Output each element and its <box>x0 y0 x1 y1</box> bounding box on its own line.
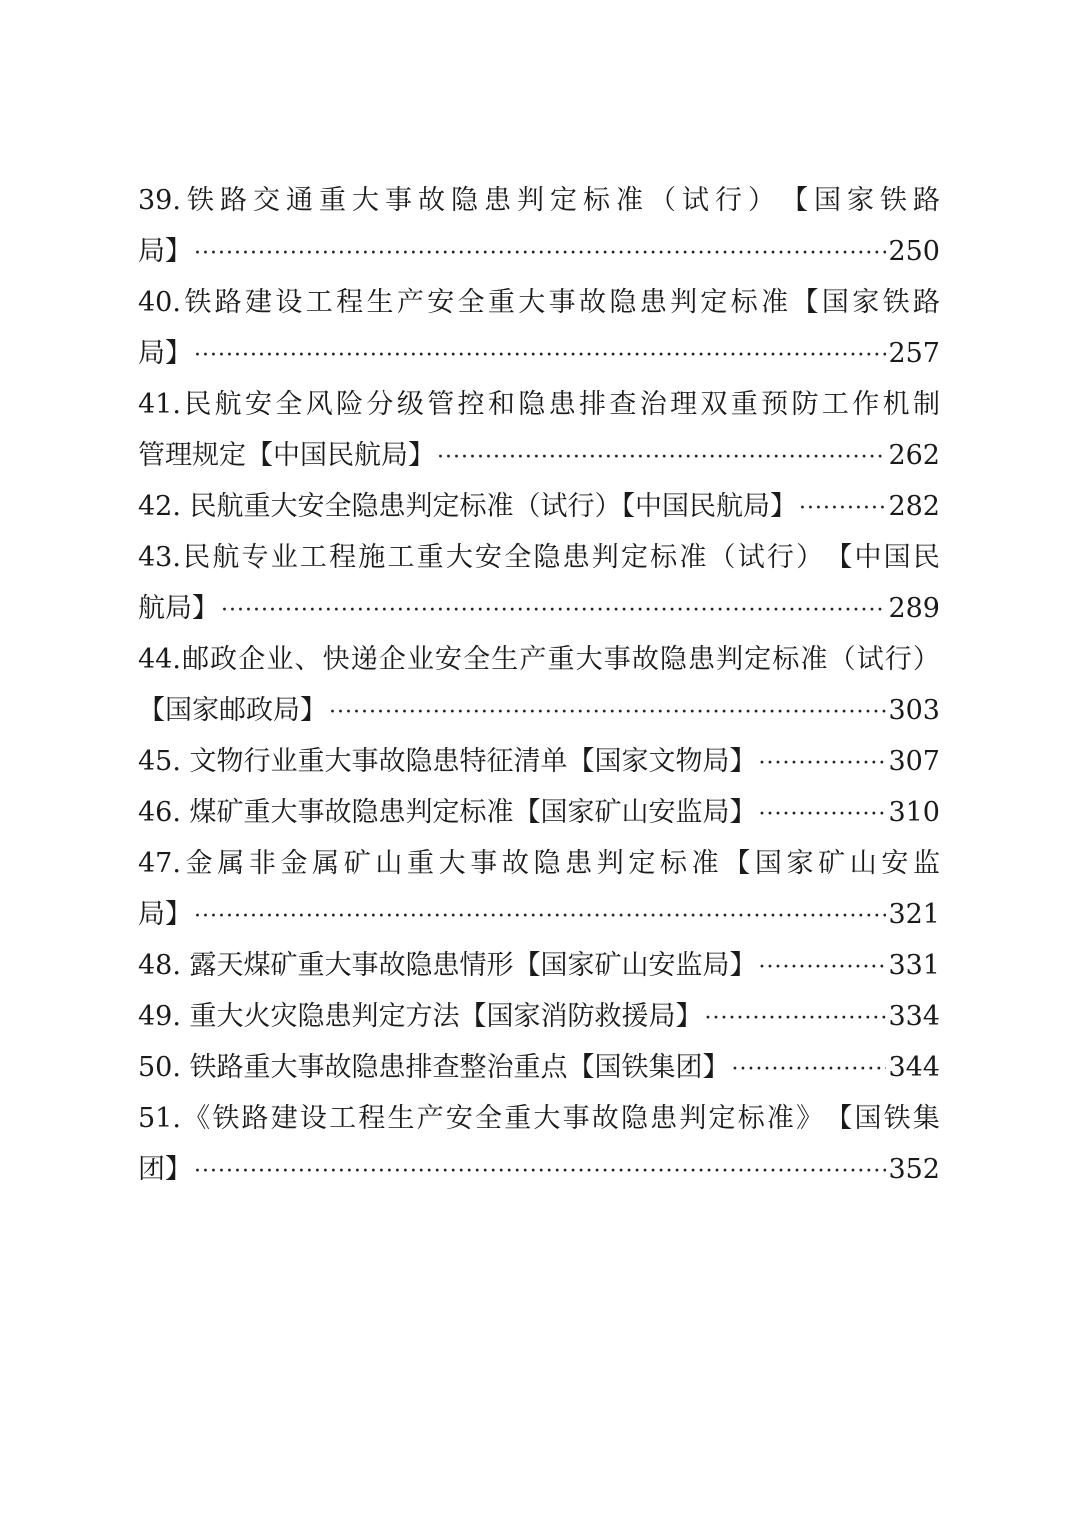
toc-glyph: 建 <box>245 287 273 318</box>
toc-glyph: 事 <box>470 848 498 879</box>
toc-entry-39-line2[interactable] <box>138 226 940 277</box>
toc-glyph: 民 <box>912 542 940 573</box>
toc-glyph: 家 <box>852 287 880 318</box>
toc-page-number: 289 <box>888 593 940 624</box>
toc-glyph: 生 <box>387 1103 415 1134</box>
toc-glyph: 安 <box>445 1103 473 1134</box>
toc-glyph: 工 <box>387 542 415 573</box>
toc-entry-title: 局】 <box>138 338 192 369</box>
toc-glyph: 【 <box>791 287 819 318</box>
toc-glyph: 级 <box>396 389 424 420</box>
toc-glyph: 定 <box>620 542 648 573</box>
toc-glyph: 【 <box>825 1103 853 1134</box>
toc-glyph: 准 <box>615 185 643 216</box>
leader-dots <box>799 483 886 532</box>
toc-entry-title: 50. 铁路重大事故隐患排查整治重点【国铁集团】 <box>138 1052 730 1083</box>
toc-glyph: 安 <box>435 644 463 675</box>
toc-glyph: ） <box>796 542 824 573</box>
toc-glyph: 矿 <box>343 848 371 879</box>
toc-glyph: 机 <box>882 389 910 420</box>
toc-glyph: 判 <box>516 185 544 216</box>
toc-glyph: 准 <box>679 542 707 573</box>
toc-glyph: ） <box>912 644 940 675</box>
toc-entry-44-line1 <box>138 634 940 685</box>
toc-glyph: 定 <box>628 848 656 879</box>
toc-glyph: 定 <box>700 287 728 318</box>
toc-glyph: 路 <box>912 185 940 216</box>
toc-glyph: 查 <box>609 389 637 420</box>
leader-dots <box>194 228 886 277</box>
toc-glyph: 39. <box>138 185 181 216</box>
leader-dots <box>329 687 886 736</box>
toc-glyph: 患 <box>565 848 593 879</box>
toc-glyph: 大 <box>575 644 603 675</box>
toc-entry-48[interactable] <box>138 940 940 991</box>
toc-glyph: 隐 <box>659 644 687 675</box>
toc-glyph: 患 <box>639 287 667 318</box>
toc-page-number: 257 <box>888 338 940 369</box>
toc-glyph: 《 <box>183 1103 211 1134</box>
toc-glyph: 和 <box>487 389 515 420</box>
toc-glyph: 全 <box>457 287 485 318</box>
toc-glyph: 国 <box>821 287 849 318</box>
toc-glyph: 预 <box>761 389 789 420</box>
toc-glyph: 国 <box>883 542 911 573</box>
toc-glyph: 产 <box>416 1103 444 1134</box>
toc-glyph: 属 <box>312 848 340 879</box>
toc-glyph: 试 <box>681 185 709 216</box>
toc-glyph: 重 <box>406 848 434 879</box>
toc-glyph: 国 <box>854 1103 882 1134</box>
toc-glyph: 专 <box>241 542 269 573</box>
toc-glyph: 铁 <box>883 1103 911 1134</box>
toc-glyph: 控 <box>457 389 485 420</box>
toc-glyph: 47. <box>138 848 181 879</box>
toc-glyph: 大 <box>445 542 473 573</box>
toc-glyph: 事 <box>562 1103 590 1134</box>
toc-entry-title: 45. 文物行业重大事故隐患特征清单【国家文物局】 <box>138 746 757 777</box>
toc-entry-45[interactable] <box>138 736 940 787</box>
toc-entry-51-line2[interactable] <box>138 1144 940 1195</box>
toc-glyph: 国 <box>754 848 782 879</box>
toc-glyph: 路 <box>241 1103 269 1134</box>
toc-glyph: 、 <box>294 644 322 675</box>
toc-glyph: 大 <box>518 287 546 318</box>
toc-entry-40-line2[interactable] <box>138 328 940 379</box>
toc-glyph: 隐 <box>533 848 561 879</box>
toc-glyph: 金 <box>280 848 308 879</box>
toc-glyph: 产 <box>519 644 547 675</box>
toc-glyph: 故 <box>631 644 659 675</box>
toc-glyph: 理 <box>670 389 698 420</box>
toc-entry-title: 管理规定【中国民航局】 <box>138 440 435 471</box>
toc-glyph: 企 <box>238 644 266 675</box>
toc-glyph: 安 <box>881 848 909 879</box>
toc-entry-title: 局】 <box>138 236 192 267</box>
toc-glyph: 故 <box>501 848 529 879</box>
leader-dots <box>221 585 886 634</box>
toc-glyph: 全 <box>275 389 303 420</box>
toc-page-number: 344 <box>888 1052 940 1083</box>
toc-entry-title: 49. 重大火灾隐患判定方法【国家消防救援局】 <box>138 1001 703 1032</box>
toc-glyph: 隐 <box>533 542 561 573</box>
toc-glyph: 安 <box>427 287 455 318</box>
toc-glyph: 【 <box>780 185 808 216</box>
toc-entry-44-line2[interactable] <box>138 685 940 736</box>
toc-glyph: 中 <box>854 542 882 573</box>
toc-glyph: 标 <box>659 848 687 879</box>
toc-glyph: 航 <box>212 542 240 573</box>
toc-entry-title: 【国家邮政局】 <box>138 695 327 726</box>
toc-glyph: 重 <box>730 389 758 420</box>
toc-glyph: 患 <box>483 185 511 216</box>
toc-glyph: 风 <box>305 389 333 420</box>
toc-glyph: 标 <box>582 185 610 216</box>
toc-glyph: 隐 <box>609 287 637 318</box>
toc-page-number: 352 <box>888 1154 940 1185</box>
toc-glyph: 准 <box>761 287 789 318</box>
toc-glyph: 作 <box>852 389 880 420</box>
toc-glyph: ） <box>747 185 775 216</box>
toc-glyph: 判 <box>591 542 619 573</box>
toc-glyph: 准 <box>691 848 719 879</box>
toc-glyph: 金 <box>185 848 213 879</box>
toc-glyph: 业 <box>266 644 294 675</box>
toc-entry-46[interactable] <box>138 787 940 838</box>
toc-glyph: 标 <box>730 287 758 318</box>
toc-glyph: 程 <box>329 542 357 573</box>
toc-glyph: 设 <box>299 1103 327 1134</box>
toc-glyph: 行 <box>884 644 912 675</box>
toc-entry-title: 48. 露天煤矿重大事故隐患情形【国家矿山安监局】 <box>138 950 757 981</box>
toc-glyph: 41. <box>138 389 181 420</box>
toc-glyph: 大 <box>533 1103 561 1134</box>
toc-glyph: 标 <box>737 1103 765 1134</box>
toc-entry-title: 46. 煤矿重大事故隐患判定标准【国家矿山安监局】 <box>138 797 757 828</box>
toc-glyph: 生 <box>366 287 394 318</box>
toc-glyph: 定 <box>708 1103 736 1134</box>
toc-glyph: 43. <box>138 542 181 573</box>
toc-glyph: 制 <box>912 389 940 420</box>
toc-glyph: 工 <box>299 542 327 573</box>
toc-glyph: 重 <box>318 185 346 216</box>
toc-entry-title: 42. 民航重大安全隐患判定标准（试行）【中国民航局】 <box>138 491 798 522</box>
toc-page-number: 307 <box>888 746 940 777</box>
toc-glyph: 山 <box>375 848 403 879</box>
toc-glyph: 判 <box>596 848 624 879</box>
toc-glyph: 铁 <box>879 185 907 216</box>
toc-glyph: 施 <box>358 542 386 573</box>
toc-entry-title: 团】 <box>138 1154 192 1185</box>
toc-entry-43-line2[interactable] <box>138 583 940 634</box>
toc-glyph: 铁 <box>184 287 212 318</box>
toc-glyph: 定 <box>549 185 577 216</box>
toc-glyph: （ <box>648 185 676 216</box>
leader-dots <box>759 942 887 991</box>
toc-glyph: 防 <box>791 389 819 420</box>
toc-glyph: 隐 <box>620 1103 648 1134</box>
toc-glyph: 患 <box>688 644 716 675</box>
toc-entry-41-line2[interactable] <box>138 430 940 481</box>
toc-glyph: 工 <box>821 389 849 420</box>
toc-glyph: 监 <box>912 848 940 879</box>
toc-glyph: 判 <box>670 287 698 318</box>
toc-entry-39-line1 <box>138 175 940 226</box>
toc-glyph: 设 <box>275 287 303 318</box>
toc-glyph: 定 <box>744 644 772 675</box>
toc-glyph: 铁 <box>212 1103 240 1134</box>
toc-glyph: 患 <box>562 542 590 573</box>
toc-entry-50[interactable] <box>138 1042 940 1093</box>
toc-glyph: 家 <box>786 848 814 879</box>
toc-glyph: 产 <box>396 287 424 318</box>
toc-glyph: 》 <box>796 1103 824 1134</box>
toc-glyph: 大 <box>351 185 379 216</box>
toc-entry-title: 局】 <box>138 899 192 930</box>
toc-glyph: 行 <box>714 185 742 216</box>
toc-glyph: 判 <box>679 1103 707 1134</box>
toc-glyph: （ <box>708 542 736 573</box>
toc-entry-40-line1 <box>138 277 940 328</box>
toc-glyph: 业 <box>270 542 298 573</box>
toc-glyph: 【 <box>825 542 853 573</box>
toc-page-number: 334 <box>888 1001 940 1032</box>
toc-entry-47-line1 <box>138 838 940 889</box>
toc-glyph: 路 <box>214 287 242 318</box>
toc-glyph: 邮 <box>182 644 210 675</box>
toc-glyph: 准 <box>800 644 828 675</box>
toc-page-number: 331 <box>888 950 940 981</box>
toc-glyph: 铁 <box>186 185 214 216</box>
toc-glyph: 【 <box>723 848 751 879</box>
toc-glyph: 患 <box>548 389 576 420</box>
toc-entry-47-line2[interactable] <box>138 889 940 940</box>
toc-entry-42[interactable] <box>138 481 940 532</box>
leader-dots <box>759 738 887 787</box>
leader-dots <box>194 330 886 379</box>
toc-glyph: 准 <box>766 1103 794 1134</box>
toc-entry-43-line1 <box>138 532 940 583</box>
toc-glyph: 管 <box>427 389 455 420</box>
toc-glyph: 51. <box>138 1103 181 1134</box>
toc-glyph: 治 <box>639 389 667 420</box>
toc-glyph: 险 <box>336 389 364 420</box>
toc-glyph: 患 <box>650 1103 678 1134</box>
toc-glyph: 事 <box>548 287 576 318</box>
toc-glyph: 事 <box>384 185 412 216</box>
toc-glyph: 行 <box>766 542 794 573</box>
toc-glyph: 程 <box>358 1103 386 1134</box>
toc-glyph: 企 <box>378 644 406 675</box>
toc-glyph: 安 <box>245 389 273 420</box>
toc-glyph: 重 <box>504 1103 532 1134</box>
toc-glyph: 试 <box>856 644 884 675</box>
toc-glyph: 山 <box>849 848 877 879</box>
leader-dots <box>194 891 886 940</box>
toc-glyph: 判 <box>716 644 744 675</box>
toc-glyph: 业 <box>406 644 434 675</box>
toc-glyph: 重 <box>416 542 444 573</box>
toc-glyph: 故 <box>417 185 445 216</box>
leader-dots <box>759 789 887 838</box>
table-of-contents <box>138 175 940 1195</box>
toc-glyph: 排 <box>578 389 606 420</box>
toc-glyph: 工 <box>329 1103 357 1134</box>
toc-entry-title: 航局】 <box>138 593 219 624</box>
toc-glyph: 试 <box>737 542 765 573</box>
toc-glyph: 事 <box>603 644 631 675</box>
toc-glyph: 路 <box>219 185 247 216</box>
toc-entry-49[interactable] <box>138 991 940 1042</box>
leader-dots <box>194 1146 886 1195</box>
toc-glyph: 家 <box>846 185 874 216</box>
toc-glyph: 递 <box>350 644 378 675</box>
toc-glyph: 分 <box>366 389 394 420</box>
toc-page-number: 310 <box>888 797 940 828</box>
toc-glyph: 工 <box>305 287 333 318</box>
toc-glyph: 标 <box>772 644 800 675</box>
leader-dots <box>437 432 886 481</box>
toc-glyph: 故 <box>578 287 606 318</box>
toc-glyph: 交 <box>252 185 280 216</box>
toc-glyph: 通 <box>285 185 313 216</box>
toc-glyph: 建 <box>270 1103 298 1134</box>
toc-glyph: 标 <box>650 542 678 573</box>
toc-glyph: 属 <box>217 848 245 879</box>
toc-glyph: 安 <box>475 542 503 573</box>
toc-glyph: 隐 <box>450 185 478 216</box>
toc-entry-41-line1 <box>138 379 940 430</box>
toc-glyph: 铁 <box>882 287 910 318</box>
toc-glyph: 大 <box>438 848 466 879</box>
toc-page-number: 303 <box>888 695 940 726</box>
toc-page-number: 250 <box>888 236 940 267</box>
toc-glyph: 全 <box>463 644 491 675</box>
toc-glyph: 全 <box>504 542 532 573</box>
toc-glyph: （ <box>828 644 856 675</box>
toc-glyph: 非 <box>248 848 276 879</box>
toc-glyph: 全 <box>475 1103 503 1134</box>
toc-glyph: 民 <box>183 542 211 573</box>
toc-glyph: 程 <box>336 287 364 318</box>
toc-glyph: 集 <box>912 1103 940 1134</box>
toc-glyph: 航 <box>214 389 242 420</box>
toc-glyph: 重 <box>487 287 515 318</box>
toc-glyph: 民 <box>184 389 212 420</box>
toc-page-number: 321 <box>888 899 940 930</box>
leader-dots <box>732 1044 887 1093</box>
toc-glyph: 生 <box>491 644 519 675</box>
toc-glyph: 40. <box>138 287 181 318</box>
toc-glyph: 快 <box>322 644 350 675</box>
toc-glyph: 故 <box>591 1103 619 1134</box>
toc-glyph: 双 <box>700 389 728 420</box>
toc-page-number: 262 <box>888 440 940 471</box>
toc-entry-51-line1 <box>138 1093 940 1144</box>
toc-glyph: 隐 <box>518 389 546 420</box>
leader-dots <box>705 993 887 1042</box>
toc-glyph: 矿 <box>818 848 846 879</box>
toc-glyph: 国 <box>813 185 841 216</box>
toc-glyph: 44. <box>138 644 181 675</box>
toc-glyph: 政 <box>210 644 238 675</box>
toc-glyph: 路 <box>912 287 940 318</box>
toc-glyph: 重 <box>547 644 575 675</box>
toc-page-number: 282 <box>888 491 940 522</box>
